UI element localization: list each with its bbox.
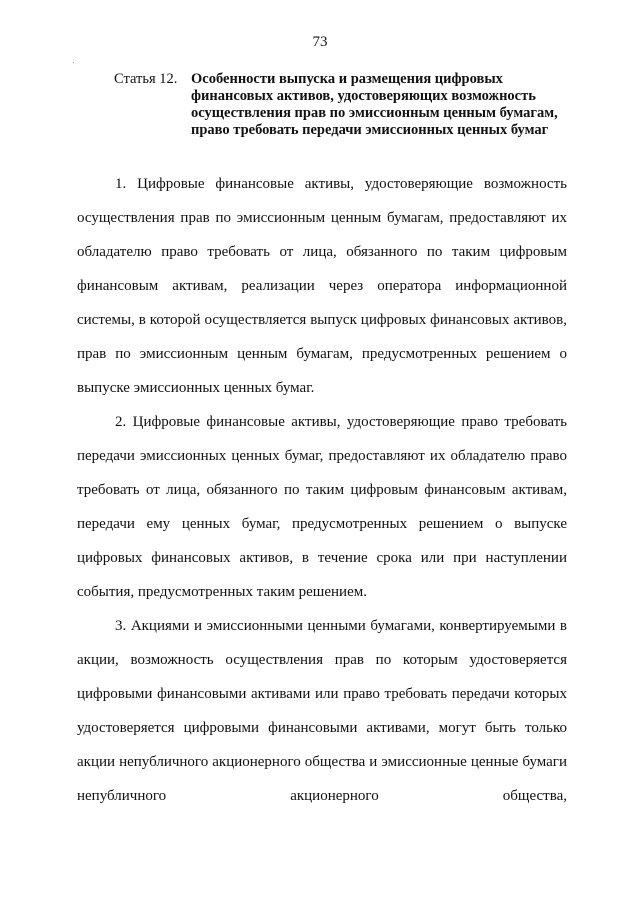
article-body [77, 167, 567, 813]
paragraph-2: 2. Цифровые финансовые активы, удостоверяющие право требовать передачи эмиссионных ценных бумаг, предоставляют их обладателю право требовать от лица, обязанного по таким цифровым финансовым активам, передачи ему ценных бумаг, предусмотренных решением о выпуске цифровых финансовых активов, в течение срока или при наступлении события, предусмотренных таким решением. [77, 414, 567, 600]
article-label: Статья 12. [114, 71, 178, 87]
article-title: Особенности выпуска и размещения цифровых финансовых активов, удостоверяющих возможность осуществления прав по эмиссионным ценным бумагам, право требовать передачи эмиссионных ценных бумаг [191, 71, 558, 138]
page-number: 73 [312, 34, 328, 50]
scan-artifact-dot [73, 62, 74, 63]
paragraph-1: 1. Цифровые финансовые активы, удостоверяющие возможность осуществления прав по эмиссионным ценным бумагам, предоставляют их обладателю право требовать от лица, обязанного по таким цифровым финансовым активам, реализации через оператора информационной системы, в которой осуществляется выпуск цифровых финансовых активов, прав по эмиссионным ценным бумагам, предусмотренных решением о выпуске эмиссионных ценных бумаг. [77, 176, 567, 396]
paragraph-3: 3. Акциями и эмиссионными ценными бумагами, конвертируемыми в акции, возможность осуществления прав по которым удостоверяется цифровыми финансовыми активами или право требовать передачи которых удостоверяется цифровыми финансовыми активами, могут быть только акции непубличного акционерного общества и эмиссионные ценные бумаги непубличного акционерного общества, [77, 618, 567, 804]
article-heading [114, 71, 584, 139]
